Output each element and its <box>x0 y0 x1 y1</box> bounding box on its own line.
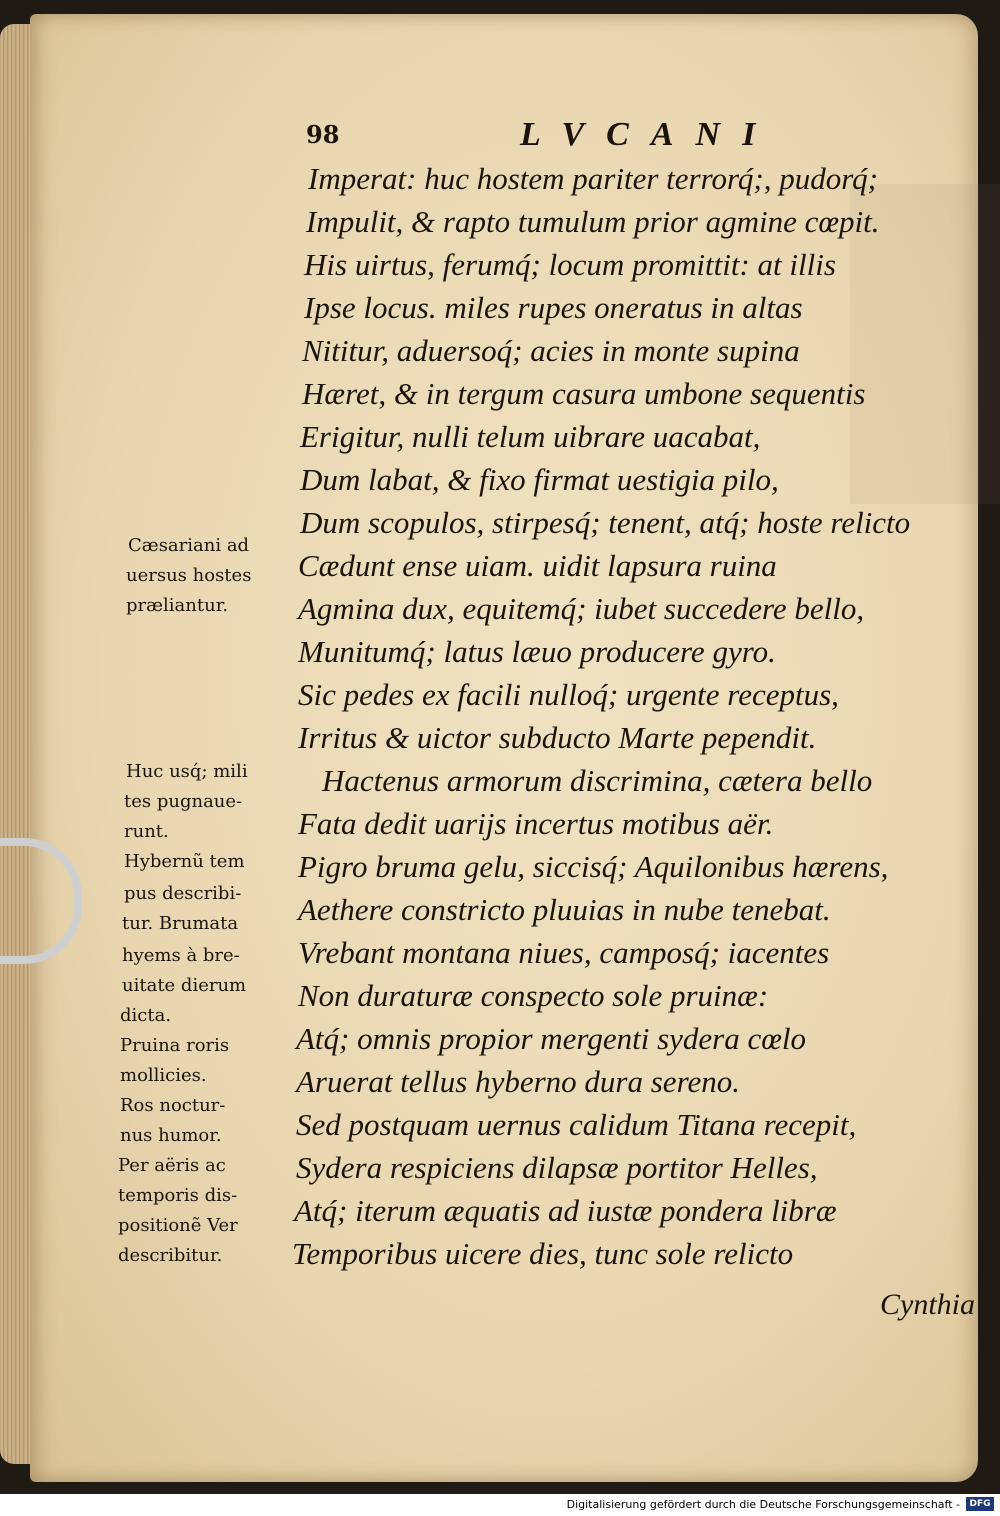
margin-note-line: temporis dis- <box>118 1185 238 1206</box>
margin-note-line: uersus hostes <box>126 565 252 586</box>
verse-line: Imperat: huc hostem pariter terrorq́;, pudorq́; <box>308 161 878 196</box>
margin-note-line: mollicies. <box>120 1065 207 1086</box>
verse-line: Erigitur, nulli telum uibrare uacabat, <box>300 419 761 454</box>
digitization-footer <box>0 1494 1000 1516</box>
verse-line: Sic pedes ex facili nulloq́; urgente receptus, <box>298 677 839 712</box>
verse-line: Sydera respiciens dilapsæ portitor Helles, <box>296 1150 818 1185</box>
dfg-logo-icon: DFG <box>966 1497 994 1511</box>
margin-note-line: runt. <box>124 821 169 842</box>
verse-line: Non duraturæ conspecto sole pruinæ: <box>298 978 769 1013</box>
margin-note-line: Huc usq́; mili <box>126 761 248 782</box>
margin-note-line: Hybernũ tem <box>124 851 245 872</box>
verse-line: Sed postquam uernus calidum Titana recepit, <box>296 1107 857 1142</box>
verse-line: Atq́; iterum æquatis ad iustæ pondera libræ <box>294 1193 837 1228</box>
verse-line: Munitumq́; latus læuo producere gyro. <box>298 634 776 669</box>
margin-note-line: Pruina roris <box>120 1035 230 1056</box>
margin-note-line: describitur. <box>118 1245 223 1266</box>
verse-line: Nititur, aduersoq́; acies in monte supina <box>302 333 800 368</box>
verse-line: Dum scopulos, stirpesq́; tenent, atq́; hoste relicto <box>300 505 911 540</box>
margin-note-line: præliantur. <box>126 595 229 616</box>
verse-line: Fata dedit uarijs incertus motibus aër. <box>298 806 774 841</box>
catchword: Cynthia <box>880 1288 975 1321</box>
margin-note-line: positionẽ Ver <box>118 1215 238 1236</box>
verse-line: Pigro bruma gelu, siccisq́; Aquilonibus hærens, <box>298 849 889 884</box>
verse-line: Agmina dux, equitemq́; iubet succedere bello, <box>298 591 865 626</box>
margin-note-line: pus describi- <box>124 883 242 904</box>
page-number: 98 <box>306 120 340 149</box>
running-title: LVCANI <box>520 116 778 153</box>
verse-line: Hactenus armorum discrimina, cætera bello <box>322 763 873 798</box>
verse-line: Vrebant montana niues, camposq́; iacentes <box>298 935 830 970</box>
verse-line: Aethere constricto pluuias in nube tenebat. <box>298 892 831 927</box>
verse-line: Cædunt ense uiam. uidit lapsura ruina <box>298 548 777 583</box>
margin-note-line: hyems à bre- <box>122 945 240 966</box>
margin-note-line: uitate dierum <box>122 975 247 996</box>
margin-note-line: dicta. <box>120 1005 172 1026</box>
margin-note-line: nus humor. <box>120 1125 222 1146</box>
funding-notice: Digitalisierung gefördert durch die Deutsche Forschungsgemeinschaft - <box>566 1498 960 1511</box>
verse-line: His uirtus, ferumq́; locum promittit: at illis <box>304 247 836 282</box>
margin-note-line: Ros noctur- <box>120 1095 226 1116</box>
verse-line: Ipse locus. miles rupes oneratus in altas <box>304 290 803 325</box>
margin-note-line: tur. Brumata <box>122 913 239 934</box>
verse-line: Impulit, & rapto tumulum prior agmine cœpit. <box>306 204 880 239</box>
margin-note-line: tes pugnaue- <box>124 791 243 812</box>
margin-note-line: Per aëris ac <box>118 1155 226 1176</box>
verse-line: Dum labat, & fixo firmat uestigia pilo, <box>300 462 779 497</box>
verse-line: Irritus & uictor subducto Marte pependit. <box>298 720 817 755</box>
margin-note-line: Cæsariani ad <box>128 535 250 556</box>
verse-line: Temporibus uicere dies, tunc sole relicto <box>292 1236 794 1271</box>
verse-line: Aruerat tellus hyberno dura sereno. <box>296 1064 740 1099</box>
verse-line: Hæret, & in tergum casura umbone sequentis <box>302 376 866 411</box>
verse-line: Atq́; omnis propior mergenti sydera cœlo <box>296 1021 807 1056</box>
